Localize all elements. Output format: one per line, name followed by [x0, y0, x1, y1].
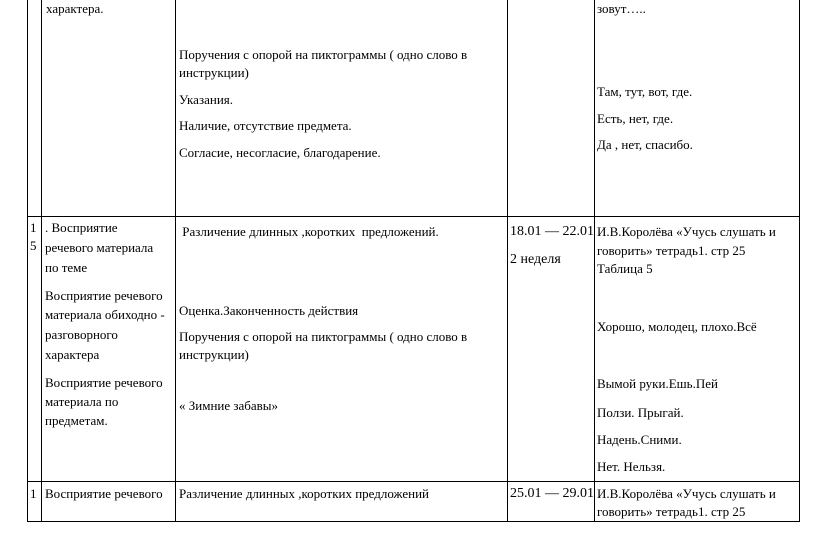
- material-line: зовут…..: [597, 1, 646, 16]
- content-line: « Зимние забавы»: [179, 398, 279, 413]
- topic-line: Восприятие речевого: [45, 486, 163, 501]
- content-line: Различение длинных ,коротких предложений.: [179, 224, 439, 239]
- table-border: [27, 481, 800, 482]
- content-line: Различение длинных ,коротких предложений: [179, 486, 430, 501]
- table-border: [27, 216, 800, 217]
- topic-line: предметам.: [45, 413, 108, 428]
- row-number: 1: [30, 486, 37, 501]
- content-line: Оценка.Законченность действия: [179, 303, 359, 318]
- material-line: И.В.Королёва «Учусь слушать и: [597, 224, 776, 239]
- content-line: Поручения с опорой на пиктограммы ( одно слово в: [179, 329, 468, 344]
- topic-line: Восприятие речевого: [45, 375, 163, 390]
- material-line: говорить» тетрадь1. стр 25: [597, 504, 746, 519]
- content-line: инструкции): [179, 347, 249, 362]
- material-line: говорить» тетрадь1. стр 25: [597, 243, 746, 258]
- topic-line: материала по: [45, 394, 119, 409]
- table-border: [799, 0, 800, 522]
- table-border: [175, 0, 176, 522]
- topic-line: по теме: [45, 260, 88, 275]
- topic-text: характера.: [46, 1, 104, 16]
- table-border: [41, 0, 42, 522]
- material-line: Нет. Нельзя.: [597, 459, 666, 474]
- material-line: Ползи. Прыгай.: [597, 405, 684, 420]
- material-line: И.В.Королёва «Учусь слушать и: [597, 486, 776, 501]
- topic-line: материала обиходно -: [45, 307, 165, 322]
- material-line: Вымой руки.Ешь.Пей: [597, 376, 718, 391]
- date-range: 25.01 — 29.01: [510, 486, 594, 501]
- material-line: Там, тут, вот, где.: [597, 84, 693, 99]
- material-line: Есть, нет, где.: [597, 111, 674, 126]
- material-line: Надень.Сними.: [597, 432, 682, 447]
- week-label: 2 неделя: [510, 252, 561, 267]
- content-line: Согласие, несогласие, благодарение.: [179, 145, 381, 160]
- table-border: [27, 0, 28, 522]
- topic-line: речевого материала: [45, 240, 154, 255]
- table-border: [594, 0, 595, 522]
- material-line: Хорошо, молодец, плохо.Всё: [597, 319, 757, 334]
- topic-line: . Восприятие: [45, 220, 118, 235]
- topic-line: характера: [45, 347, 100, 362]
- table-border: [27, 521, 800, 522]
- table-border: [507, 0, 508, 522]
- material-line: Да , нет, спасибо.: [597, 137, 693, 152]
- content-line: Наличие, отсутствие предмета.: [179, 118, 352, 133]
- topic-line: разговорного: [45, 327, 118, 342]
- row-number: 5: [30, 238, 37, 253]
- material-line: Таблица 5: [597, 261, 653, 276]
- topic-line: Восприятие речевого: [45, 288, 163, 303]
- content-line: Указания.: [179, 92, 233, 107]
- content-line: инструкции): [179, 65, 249, 80]
- content-line: Поручения с опорой на пиктограммы ( одно слово в: [179, 47, 468, 62]
- date-range: 18.01 — 22.01: [510, 224, 594, 239]
- row-number: 1: [30, 220, 37, 235]
